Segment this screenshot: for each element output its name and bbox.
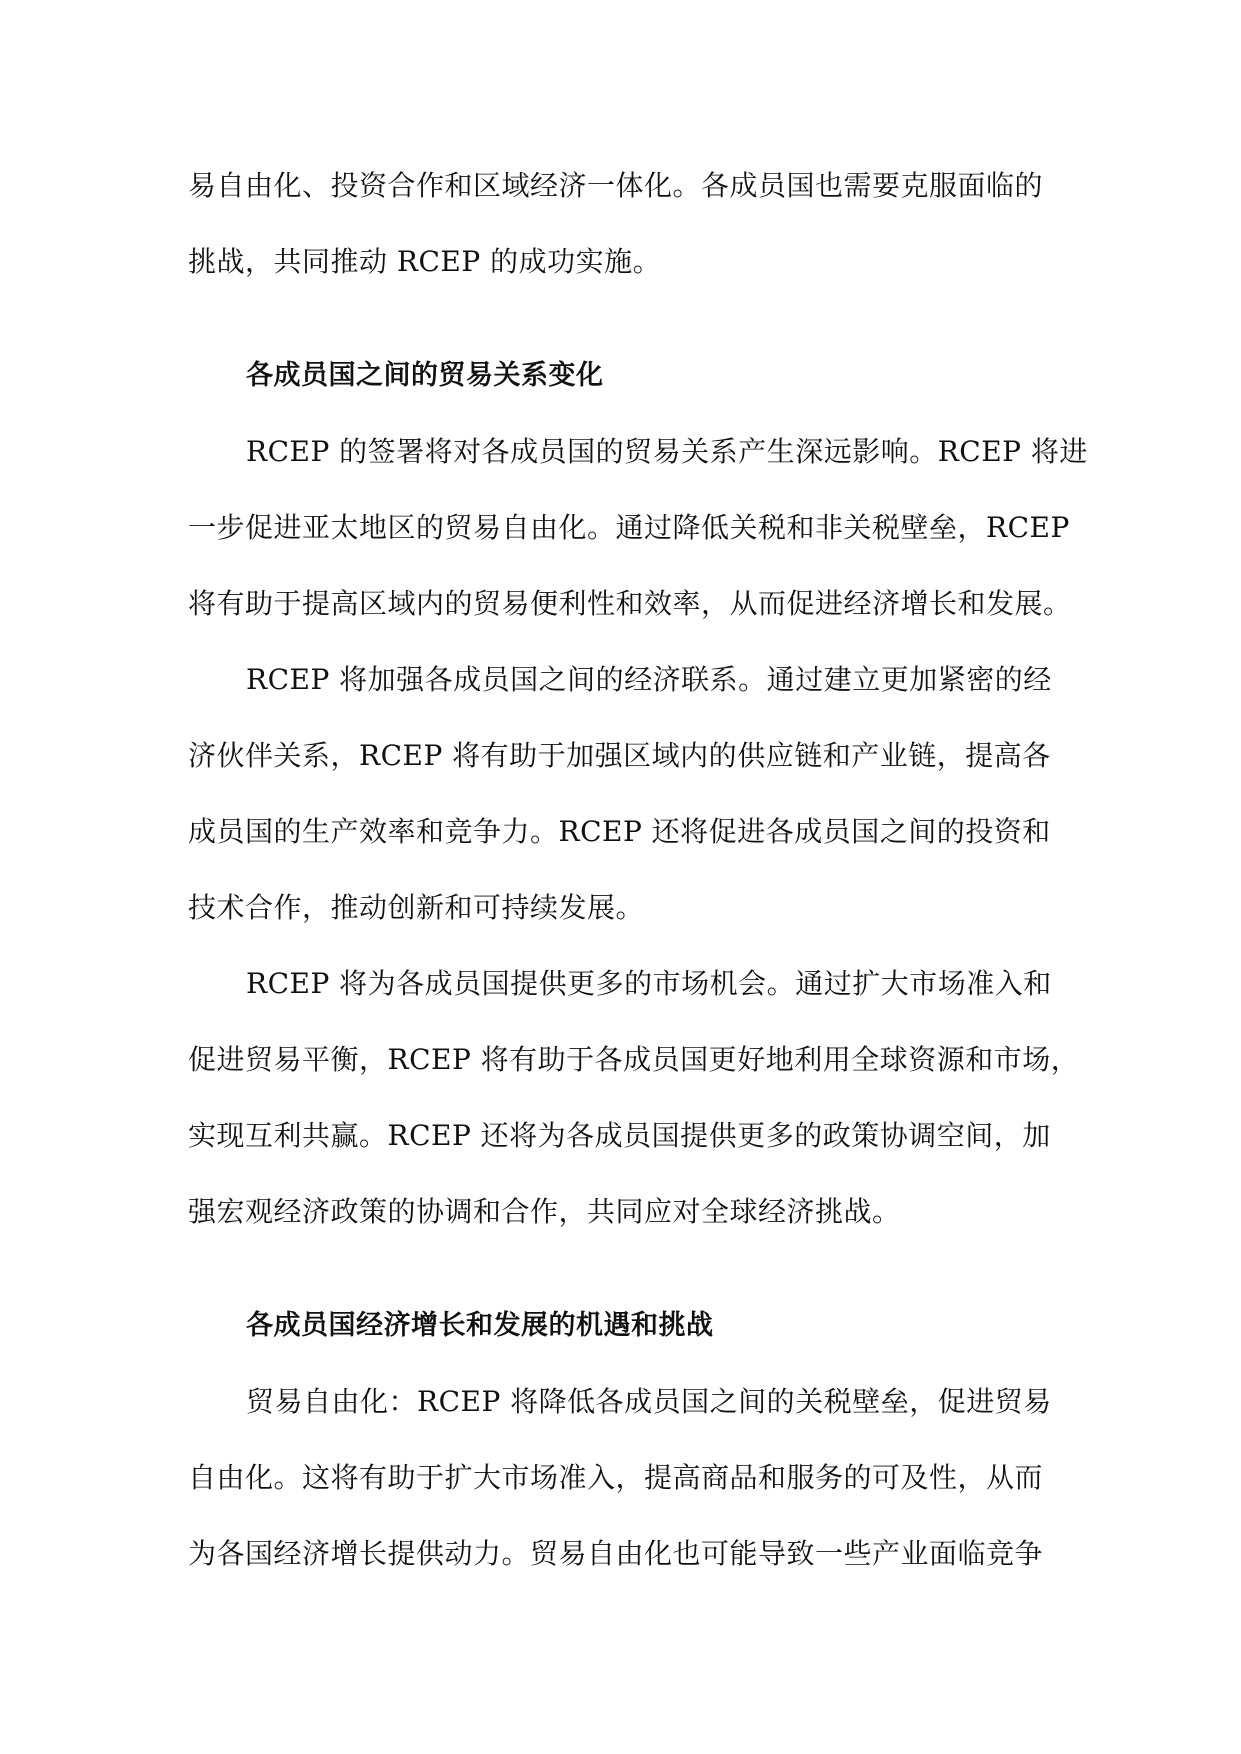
- text-line: 自由化。这将有助于扩大市场准入，提高商品和服务的可及性，从而: [188, 1461, 1044, 1494]
- text-line: 易自由化、投资合作和区域经济一体化。各成员国也需要克服面临的: [188, 169, 1044, 202]
- paragraph: [188, 414, 1088, 642]
- paragraph: [188, 1364, 1058, 1592]
- section-heading: 各成员国经济增长和发展的机遇和挑战: [246, 1310, 714, 1341]
- text-line: 促进贸易平衡，RCEP 将有助于各成员国更好地利用全球资源和市场，: [188, 1043, 1080, 1076]
- text-line: 技术合作，推动创新和可持续发展。: [188, 891, 645, 924]
- text-line: 为各国经济增长提供动力。贸易自由化也可能导致一些产业面临竞争: [188, 1537, 1044, 1570]
- text-line: 济伙伴关系，RCEP 将有助于加强区域内的供应链和产业链，提高各: [188, 739, 1051, 772]
- text-line: 实现互利共赢。RCEP 还将为各成员国提供更多的政策协调空间，加: [188, 1119, 1051, 1152]
- text-line: 贸易自由化：RCEP 将降低各成员国之间的关税壁垒，促进贸易: [246, 1385, 1052, 1418]
- text-line: RCEP 将加强各成员国之间的经济联系。通过建立更加紧密的经: [246, 663, 1052, 696]
- intro-paragraph: [188, 148, 1058, 300]
- text-line: 强宏观经济政策的协调和合作，共同应对全球经济挑战。: [188, 1195, 901, 1228]
- text-line: RCEP 的签署将对各成员国的贸易关系产生深远影响。RCEP 将进: [246, 435, 1088, 468]
- text-line: 一步促进亚太地区的贸易自由化。通过降低关税和非关税壁垒，RCEP: [188, 511, 1070, 544]
- text-line: RCEP 将为各成员国提供更多的市场机会。通过扩大市场准入和: [246, 967, 1052, 1000]
- document-body: [188, 148, 1088, 1592]
- text-line: 挑战，共同推动 RCEP 的成功实施。: [188, 245, 662, 278]
- paragraph: [188, 642, 1058, 946]
- text-line: 成员国的生产效率和竞争力。RCEP 还将促进各成员国之间的投资和: [188, 815, 1051, 848]
- text-line: 将有助于提高区域内的贸易便利性和效率，从而促进经济增长和发展。: [188, 587, 1072, 620]
- paragraph: [188, 946, 1080, 1250]
- section-heading: 各成员国之间的贸易关系变化: [246, 360, 604, 391]
